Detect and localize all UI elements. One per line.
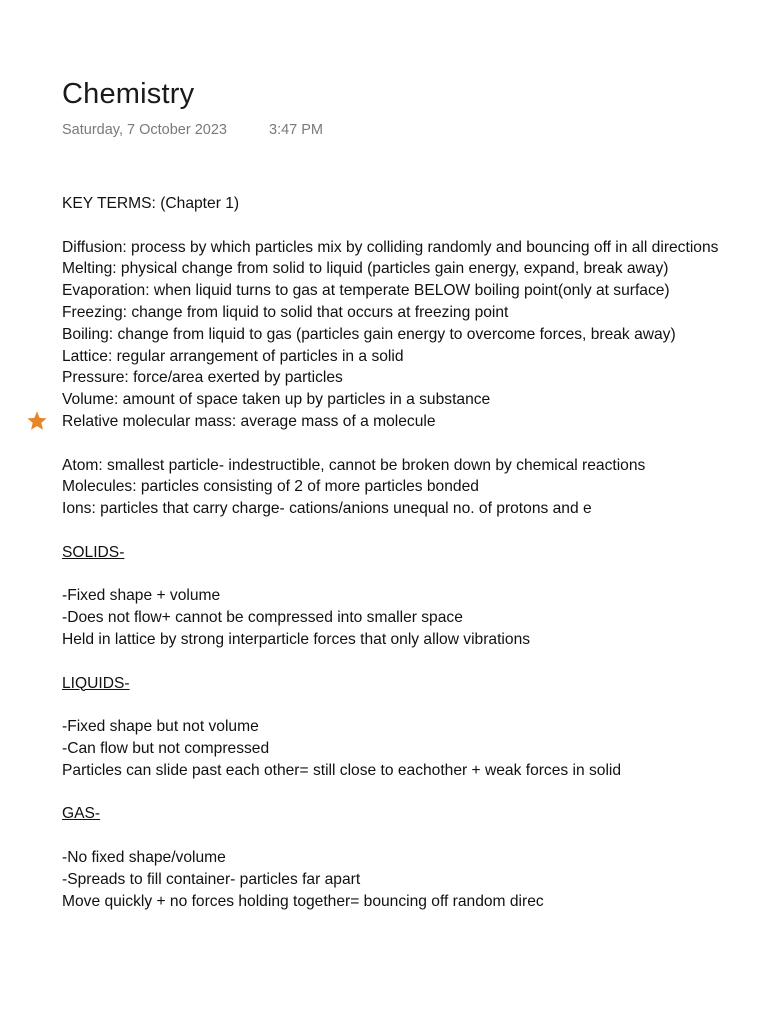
solids-line: -Fixed shape + volume (62, 587, 221, 605)
page-meta (62, 122, 323, 138)
key-term-relative-molecular-mass (62, 411, 752, 433)
liquids-line: -Fixed shape but not volume (62, 718, 259, 736)
solids-heading: SOLIDS- (62, 543, 125, 561)
key-term-melting: Melting: physical change from solid to liquid (particles gain energy, expand, break away) (62, 260, 669, 278)
blank-line (62, 215, 752, 237)
note-body[interactable] (62, 193, 752, 912)
key-term-volume: Volume: amount of space taken up by particles in a substance (62, 391, 491, 409)
solids-line: Held in lattice by strong interparticle forces that only allow vibrations (62, 630, 531, 648)
star-icon[interactable] (26, 410, 48, 432)
gas-line: -Spreads to fill container- particles far apart (62, 870, 361, 888)
particle-atom: Atom: smallest particle- indestructible, cannot be broken down by chemical reactions (62, 456, 646, 474)
key-term-pressure: Pressure: force/area exerted by particles (62, 369, 343, 387)
blank-line (62, 433, 752, 455)
key-term-freezing: Freezing: change from liquid to solid that occurs at freezing point (62, 303, 509, 321)
key-terms-heading: KEY TERMS: (Chapter 1) (62, 195, 240, 212)
page-time: 3:47 PM (269, 122, 324, 138)
key-term-boiling: Boiling: change from liquid to gas (particles gain energy to overcome forces, break away) (62, 325, 676, 343)
page-title: Chemistry (62, 78, 195, 110)
key-term-text: Relative molecular mass: average mass of a molecule (62, 412, 436, 430)
particle-molecules: Molecules: particles consisting of 2 of more particles bonded (62, 478, 479, 496)
liquids-line: Particles can slide past each other= still close to eachother + weak forces in solid (62, 761, 622, 779)
blank-line (62, 825, 752, 847)
gas-line: Move quickly + no forces holding together= bouncing off random direc (62, 892, 544, 910)
gas-line: -No fixed shape/volume (62, 848, 226, 866)
key-term-diffusion: Diffusion: process by which particles mix by colliding randomly and bouncing off in all directions (62, 238, 719, 256)
liquids-line: -Can flow but not compressed (62, 739, 270, 757)
blank-line (62, 782, 752, 804)
blank-line (62, 694, 752, 716)
blank-line (62, 651, 752, 673)
key-term-lattice: Lattice: regular arrangement of particles in a solid (62, 347, 404, 365)
particle-ions: Ions: particles that carry charge- cations/anions unequal no. of protons and e (62, 500, 592, 518)
page-date: Saturday, 7 October 2023 (62, 122, 227, 138)
liquids-heading: LIQUIDS- (62, 674, 130, 692)
blank-line (62, 520, 752, 542)
gas-heading: GAS- (62, 805, 101, 823)
solids-line: -Does not flow+ cannot be compressed into smaller space (62, 609, 463, 627)
key-term-evaporation: Evaporation: when liquid turns to gas at temperate BELOW boiling point(only at surface) (62, 282, 670, 300)
blank-line (62, 564, 752, 586)
